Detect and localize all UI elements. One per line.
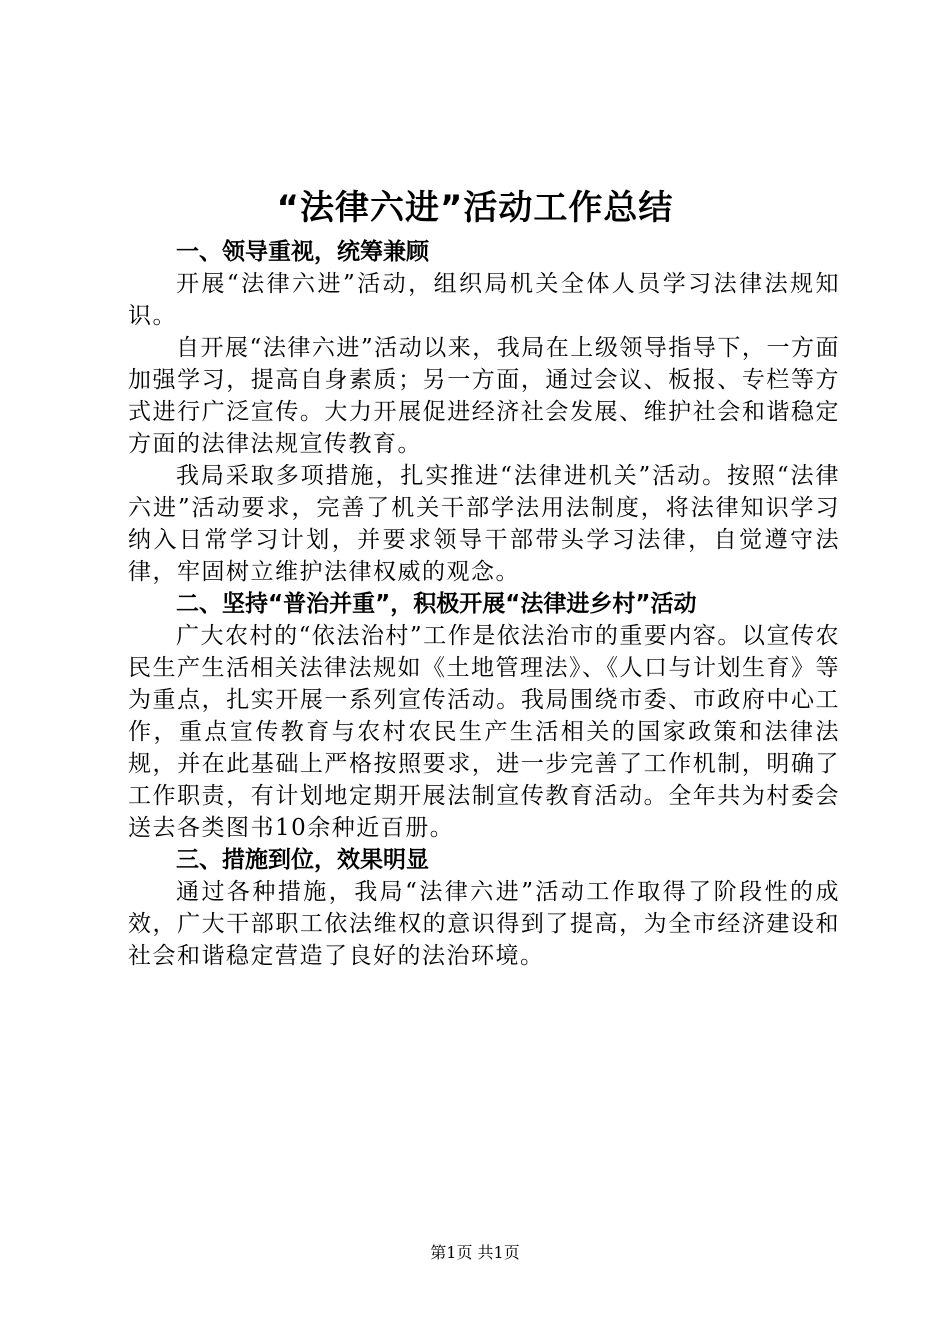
- section-heading-3: 三、措施到位，效果明显: [176, 847, 429, 873]
- section-1-paragraph-3: 我局采取多项措施，扎实推进“法律进机关”活动。按照“法律六进”活动要求，完善了机关干部学法用法制度，将法律知识学习纳入日常学习计划，并要求领导干部带头学习法律，自觉遵守法律，牢固树立维护法律权威的观念。: [128, 463, 840, 585]
- document-body: [128, 236, 840, 972]
- page-footer: 第1页 共1页: [430, 1243, 520, 1262]
- section-1-paragraph-2: 自开展“法律六进”活动以来，我局在上级领导指导下，一方面加强学习，提高自身素质；另一方面，通过会议、板报、专栏等方式进行广泛宣传。大力开展促进经济社会发展、维护社会和谐稳定方面的法律法规宣传教育。: [128, 335, 840, 457]
- section-3-paragraph-1: 通过各种措施，我局“法律六进”活动工作取得了阶段性的成效，广大干部职工依法维权的意识得到了提高，为全市经济建设和社会和谐稳定营造了良好的法治环境。: [128, 879, 840, 969]
- section-2-paragraph-1: 广大农村的“依法治村”工作是依法治市的重要内容。以宣传农民生产生活相关法律法规如《土地管理法》、《人口与计划生育》等为重点，扎实开展一系列宣传活动。我局围绕市委、市政府中心工作，重点宣传教育与农村农民生产生活相关的国家政策和法律法规，并在此基础上严格按照要求，进一步完善了工作机制，明确了工作职责，有计划地定期开展法制宣传教育活动。全年共为村委会送去各类图书10余种近百册。: [128, 623, 840, 841]
- document-title: “法律六进”活动工作总结: [276, 188, 674, 228]
- section-heading-1: 一、领导重视，统筹兼顾: [176, 239, 429, 265]
- section-heading-2: 二、坚持“普治并重”，积极开展“法律进乡村”活动: [176, 591, 697, 617]
- section-1-paragraph-1: 开展“法律六进”活动，组织局机关全体人员学习法律法规知识。: [128, 271, 840, 329]
